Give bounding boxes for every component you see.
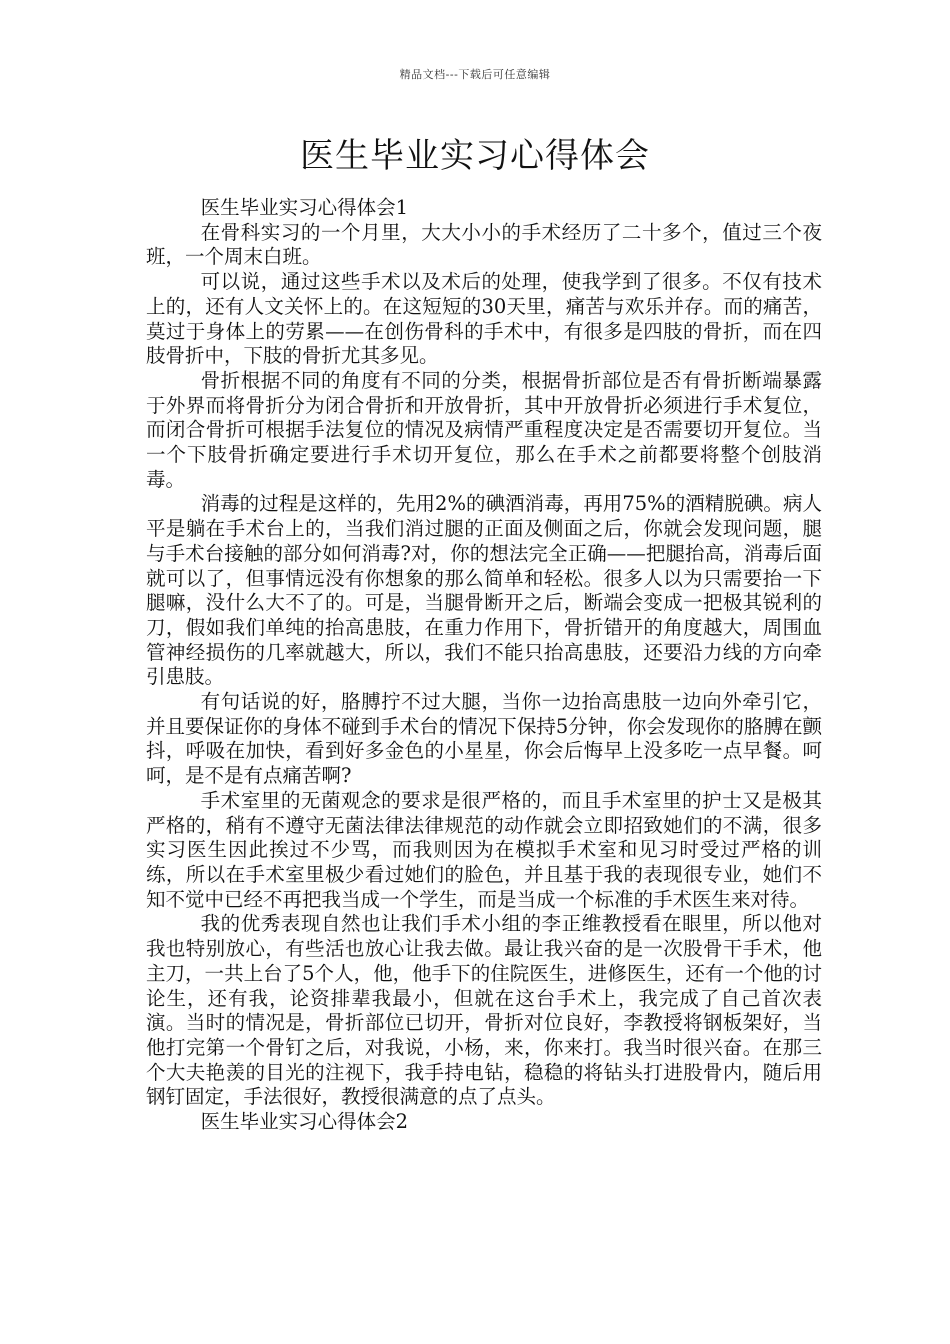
document-title: 医生毕业实习心得体会 [300,136,650,176]
paragraph: 手术室里的无菌观念的要求是很严格的，而且手术室里的护士又是极其严格的，稍有不遵守无菌法律法律规范的动作就会立即招致她们的不满，很多实习医生因此挨过不少骂，而我则因为在模拟手术室和见习时受过严格的训练，所以在手术室里极少看过她们的脸色，并且基于我的表现很专业，她们不知不觉中已经不再把我当成一个学生，而是当成一个标准的手术医生来对待。 [146,788,822,911]
paragraph: 在骨科实习的一个月里，大大小小的手术经历了二十多个，值过三个夜班，一个周末白班。 [146,220,822,269]
paragraph: 可以说，通过这些手术以及术后的处理，使我学到了很多。不仅有技术上的，还有人文关怀上的。在这短短的30天里，痛苦与欢乐并存。而的痛苦，莫过于身体上的劳累——在创伤骨科的手术中，有很多是四肢的骨折，而在四肢骨折中，下肢的骨折尤其多见。 [146,270,822,368]
document-body [146,196,822,1135]
section-heading-1: 医生毕业实习心得体会1 [200,196,409,219]
paragraph: 有句话说的好，胳膊拧不过大腿，当你一边抬高患肢一边向外牵引它，并且要保证你的身体不碰到手术台的情况下保持5分钟，你会发现你的胳膊在颤抖，呼吸在加快，看到好多金色的小星星，你会后悔早上没多吃一点早餐。呵呵，是不是有点痛苦啊? [146,690,822,788]
paragraph: 我的优秀表现自然也让我们手术小组的李正维教授看在眼里，所以他对我也特别放心，有些活也放心让我去做。最让我兴奋的是一次股骨干手术，他主刀，一共上台了5个人，他，他手下的住院医生，进修医生，还有一个他的讨论生，还有我，论资排辈我最小，但就在这台手术上，我完成了自己首次表演。当时的情况是，骨折部位已切开，骨折对位良好，李教授将钢板架好，当他打完第一个骨钉之后，对我说，小杨，来，你来打。我当时很兴奋。在那三个大夫艳羡的目光的注视下，我手持电钻，稳稳的将钻头打进股骨内，随后用钢钉固定，手法很好，教授很满意的点了点头。 [146,912,822,1109]
paragraph: 骨折根据不同的角度有不同的分类，根据骨折部位是否有骨折断端暴露于外界而将骨折分为闭合骨折和开放骨折，其中开放骨折必须进行手术复位，而闭合骨折可根据手法复位的情况及病情严重程度决定是否需要切开复位。当一个下肢骨折确定要进行手术切开复位，那么在手术之前都要将整个创肢消毒。 [146,368,822,491]
section-heading-2: 医生毕业实习心得体会2 [200,1110,409,1134]
header-note: 精品文档---下载后可任意编辑 [399,68,551,81]
paragraph: 消毒的过程是这样的，先用2%的碘酒消毒，再用75%的酒精脱碘。病人平是躺在手术台上的，当我们消过腿的正面及侧面之后，你就会发现问题，腿与手术台接触的部分如何消毒?对，你的想法完全正确——把腿抬高，消毒后面就可以了，但事情远没有你想象的那么简单和轻松。很多人以为只需要抬一下腿嘛，没什么大不了的。可是，当腿骨断开之后，断端会变成一把极其锐利的刀，假如我们单纯的抬高患肢，在重力作用下，骨折错开的角度越大，周围血管神经损伤的几率就越大，所以，我们不能只抬高患肢，还要沿力线的方向牵引患肢。 [146,492,822,689]
